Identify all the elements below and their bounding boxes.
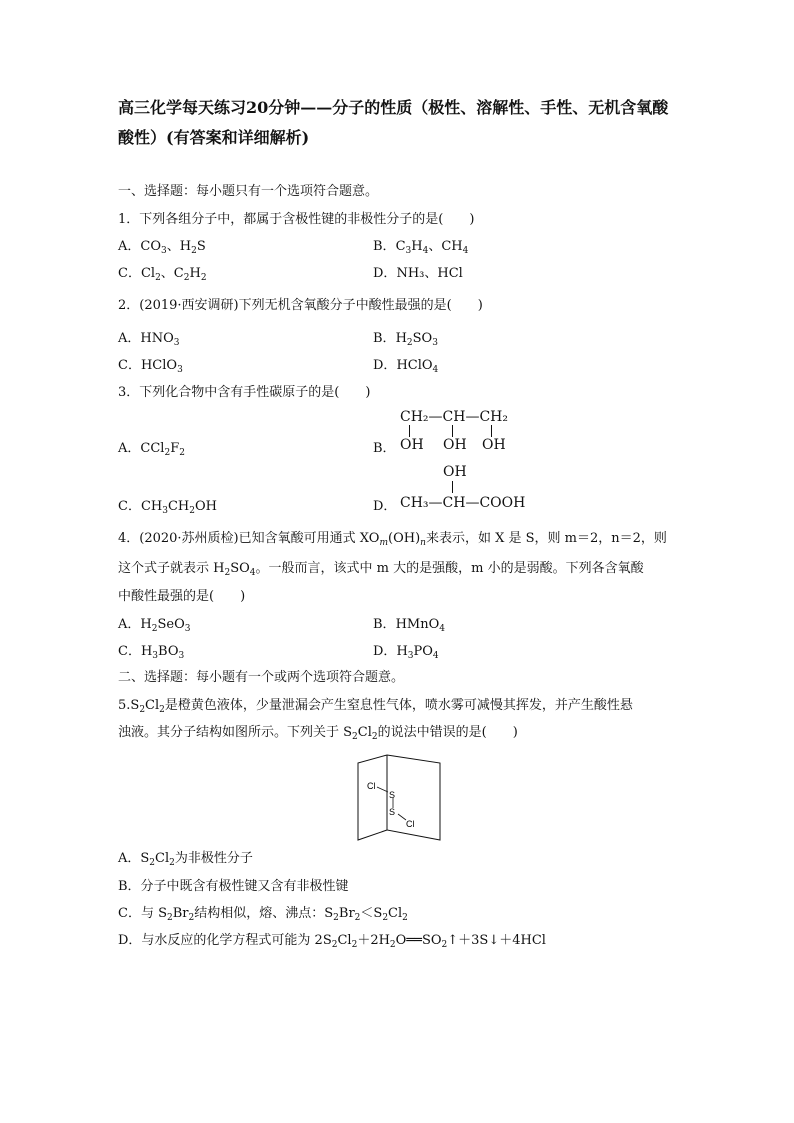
q2-option-a: A．$HNO_3$ — [118, 331, 180, 348]
q2-stem: 2．(2019·西安调研)下列无机含氧酸分子中酸性最强的是( ) — [118, 298, 483, 313]
q3-option-a: A．$CCl_2F_2$ — [118, 441, 185, 458]
q3-b-oh1: OH — [400, 437, 424, 453]
q1-option-c: C．$Cl_2$、$C_2H_2$ — [118, 266, 207, 283]
q4-option-c: C．$H_3BO_3$ — [118, 644, 185, 661]
q3-option-b-label: B． — [373, 441, 396, 456]
q4-line3: 中酸性最强的是( ) — [118, 589, 246, 604]
q4-option-d: D．$H_3PO_4$ — [373, 644, 439, 661]
s2cl2-structure-figure — [350, 752, 450, 847]
q5-line2: 浊液。其分子结构如图所示。下列关于 $S_2Cl_2$的说法中错误的是( ) — [118, 725, 518, 742]
q5-option-b: B．分子中既含有极性键又含有非极性键 — [118, 879, 349, 894]
q1-option-b: B．$C_3H_4$、$CH_4$ — [373, 239, 469, 256]
q3-option-d-label: D． — [373, 499, 397, 514]
figure-s2: S — [389, 807, 396, 817]
figure-bond-cl-s — [377, 787, 388, 792]
page-title-line2: 酸性）(有答案和详细解析) — [118, 128, 310, 147]
q3-d-oh: OH — [443, 464, 467, 480]
q3-b-oh2: OH — [443, 437, 467, 453]
q3-stem: 3．下列化合物中含有手性碳原子的是( ) — [118, 385, 371, 400]
figure-s1: S — [389, 790, 396, 800]
q3-d-bond — [452, 481, 453, 493]
q2-option-d: D．HClO$_4$ — [373, 358, 439, 375]
section2-heading: 二、选择题：每小题有一个或两个选项符合题意。 — [118, 670, 405, 685]
q4-option-a: A．$H_2SeO_3$ — [118, 617, 191, 634]
q5-option-c: C．与 $S_2Br_2$结构相似，熔、沸点：$S_2Br_2<S_2Cl_2$ — [118, 906, 408, 923]
q2-option-b: B．$H_2SO_3$ — [373, 331, 438, 348]
q5-option-d: D．与水反应的化学方程式可能为 $2S_2Cl_2+2H_2O══SO_2↑+3S↓+4HCl$ — [118, 933, 546, 950]
page-title-line1: 高三化学每天练习20分钟——分子的性质（极性、溶解性、手性、无机含氧酸 — [118, 98, 669, 117]
q3-b-oh3: OH — [482, 437, 506, 453]
figure-bond-s-cl — [398, 814, 406, 820]
section1-heading: 一、选择题：每小题只有一个选项符合题意。 — [118, 184, 379, 199]
q1-stem: 1．下列各组分子中，都属于含极性键的非极性分子的是( ) — [118, 212, 475, 227]
figure-left-plane — [358, 755, 387, 840]
figure-cl-top: Cl — [367, 781, 376, 791]
q5-line1: $5.S_2Cl_2$是橙黄色液体，少量泄漏会产生窒息性气体，喷水雾可减慢其挥发，并产生酸性悬 — [118, 698, 633, 715]
figure-cl-bot: Cl — [406, 819, 415, 829]
q3-d-chain: CH₃—CH—COOH — [400, 495, 526, 511]
q2-option-c: C．HClO$_3$ — [118, 358, 183, 375]
q3-b-chain: CH₂—CH—CH₂ — [400, 409, 508, 425]
q1-option-a: A．$CO_3$、$H_2S$ — [118, 239, 206, 256]
q3-option-c: C．$CH_3CH_2OH$ — [118, 499, 218, 516]
q1-option-d: D．NH₃、HCl — [373, 266, 463, 281]
q4-line2: 这个式子就表示 $H_2SO_4$。一般而言，该式中 m 大的是强酸，m 小的是弱酸。下列各含氧酸 — [118, 561, 644, 578]
q5-option-a: A．$S_2Cl_2$为非极性分子 — [118, 851, 253, 868]
q4-option-b: B．HMnO$_4$ — [373, 617, 445, 634]
q4-line1: 4．(2020·苏州质检)已知含氧酸可用通式 $XO_m(OH)_n$来表示，如 X 是 S，则 m＝2，n＝2，则 — [118, 531, 667, 548]
